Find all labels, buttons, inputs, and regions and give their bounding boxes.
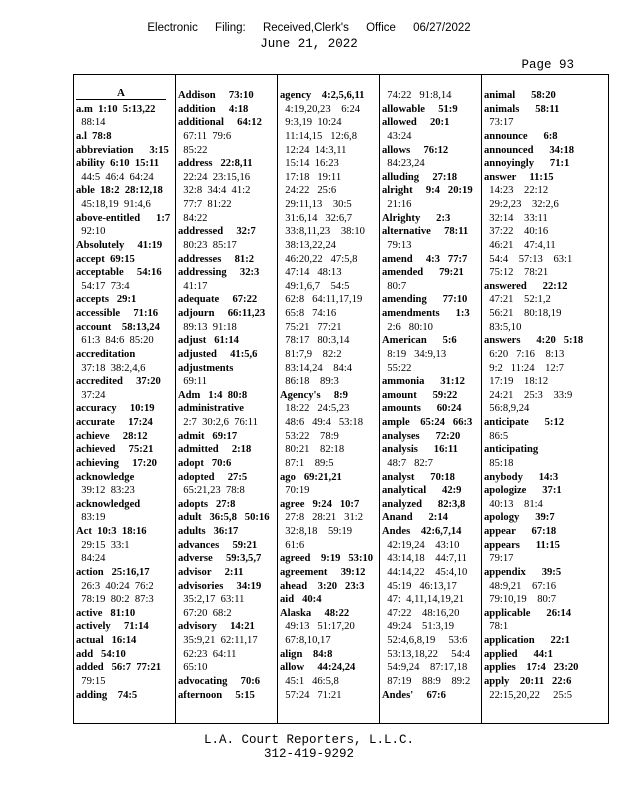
index-continuation: 8:19 34:9,13 — [382, 348, 447, 360]
column-divider — [379, 75, 380, 723]
index-continuation: 53:13,18,22 54:4 — [382, 648, 470, 660]
index-continuation: 32:8,18 59:19 — [280, 526, 353, 537]
index-term: adults 36:17 — [178, 526, 239, 537]
index-continuation: 22:15,20,22 25:5 — [484, 689, 572, 701]
index-term: amount 59:22 — [382, 389, 458, 401]
index-continuation: 54:9,24 87:17,18 — [382, 662, 468, 674]
index-continuation: 61:3 84:6 85:20 — [76, 335, 154, 347]
index-continuation: 92:10 — [76, 226, 106, 238]
index-term: addresses 81:2 — [178, 253, 255, 265]
index-term: allowed 20:1 — [382, 117, 450, 129]
index-continuation: 17:18 19:11 — [280, 171, 342, 183]
index-continuation: 83:19 — [76, 512, 106, 524]
index-continuation: 53:22 78:9 — [280, 430, 339, 442]
index-term: annoyingly 71:1 — [484, 158, 570, 170]
index-continuation: 84:22 — [178, 212, 208, 224]
index-continuation: 49:24 51:3,19 — [382, 621, 455, 633]
index-continuation: 45:19 46:13,17 — [382, 580, 457, 592]
index-continuation: 48:9,21 67:16 — [484, 580, 557, 592]
filing-electronic: Electronic — [147, 22, 198, 34]
index-continuation: 44:5 46:4 64:24 — [76, 171, 154, 183]
index-term: Alrighty 2:3 — [382, 212, 451, 224]
index-continuation: 87:1 89:5 — [280, 457, 334, 469]
index-term: addition 4:18 — [178, 103, 249, 115]
index-continuation: 45:18,19 91:4,6 — [76, 199, 151, 210]
hearing-date: June 21, 2022 — [260, 37, 358, 51]
index-term: accredited 37:20 — [76, 376, 161, 388]
index-continuation: 32:14 33:11 — [484, 212, 548, 224]
index-term: Andes' 67:6 — [382, 689, 446, 701]
index-term: agree 9:24 10:7 — [280, 498, 360, 510]
index-term: applies 17:4 23:20 — [484, 662, 579, 674]
index-term: abbreviation 3:15 — [76, 144, 169, 156]
index-term: additional 64:12 — [178, 117, 262, 129]
index-continuation: 75:21 77:21 — [280, 321, 342, 333]
index-continuation: 83:14,24 84:4 — [280, 362, 353, 374]
index-continuation: 12:24 14:3,11 — [280, 144, 347, 156]
index-continuation: 39:12 83:23 — [76, 485, 135, 497]
index-term: action 25:16,17 — [76, 566, 150, 578]
index-box — [73, 74, 609, 724]
index-term: align 84:8 — [280, 648, 333, 660]
index-term: active 81:10 — [76, 607, 136, 619]
index-term: ammonia 31:12 — [382, 376, 465, 388]
index-column-3 — [280, 75, 376, 723]
index-continuation: 43:14,18 44:7,11 — [382, 553, 467, 565]
index-term: answered 22:12 — [484, 280, 568, 292]
index-continuation: 37:18 38:2,4,6 — [76, 362, 146, 374]
index-term: applied 44:1 — [484, 648, 553, 660]
index-term: appear 67:18 — [484, 526, 557, 537]
column-divider — [481, 75, 482, 723]
index-continuation: 47:21 52:1,2 — [484, 294, 551, 306]
index-term: adding 74:5 — [76, 689, 138, 701]
index-continuation: 9:3,19 10:24 — [280, 117, 342, 129]
index-term: answer 11:15 — [484, 171, 554, 183]
index-continuation: 44:14,22 45:4,10 — [382, 566, 468, 578]
index-term: apology 39:7 — [484, 512, 555, 524]
index-term: adopt 70:6 — [178, 457, 232, 469]
index-continuation: 84:23,24 — [382, 158, 425, 170]
index-continuation: 65:21,23 78:8 — [178, 485, 245, 497]
index-continuation: 79:10,19 80:7 — [484, 594, 557, 606]
index-term: announced 34:18 — [484, 144, 575, 156]
index-continuation: 74:22 91:8,14 — [382, 90, 452, 101]
page-number: Page 93 — [521, 58, 574, 72]
index-continuation: 78:1 — [484, 621, 509, 633]
index-continuation: 85:22 — [178, 144, 208, 156]
index-continuation: 79:15 — [76, 675, 106, 687]
index-continuation: 2:7 30:2,6 76:11 — [178, 417, 258, 428]
index-continuation: 67:11 79:6 — [178, 130, 232, 142]
index-term: answers 4:20 5:18 — [484, 335, 584, 347]
index-continuation: 89:13 91:18 — [178, 321, 237, 333]
index-term: accuracy 10:19 — [76, 403, 155, 415]
index-term: amounts 60:24 — [382, 403, 462, 415]
index-continuation: 6:20 7:16 8:13 — [484, 348, 565, 360]
index-continuation: 85:18 — [484, 457, 514, 469]
index-term: analyst 70:18 — [382, 471, 455, 483]
index-term: Andes 42:6,7,14 — [382, 526, 462, 537]
index-continuation: 4:19,20,23 6:24 — [280, 103, 361, 115]
index-continuation: 52:4,6,8,19 53:6 — [382, 635, 468, 646]
index-term: anybody 14:3 — [484, 471, 559, 483]
index-term: Alaska 48:22 — [280, 607, 350, 619]
index-term: accept 69:15 — [76, 253, 135, 265]
index-continuation: 32:8 34:4 41:2 — [178, 185, 251, 197]
index-term: apply 20:11 22:6 — [484, 675, 572, 687]
index-term: ability 6:10 15:11 — [76, 158, 159, 170]
filing-stamp — [0, 22, 618, 34]
index-term: accurate 17:24 — [76, 417, 153, 428]
index-term: acceptable 54:16 — [76, 267, 162, 279]
index-term: analyses 72:20 — [382, 430, 461, 442]
index-term: allows 76:12 — [382, 144, 449, 156]
index-continuation: 55:22 — [382, 362, 412, 374]
index-term: Anand 2:14 — [382, 512, 448, 524]
index-continuation: 86:5 — [484, 430, 509, 442]
index-term: actively 71:14 — [76, 621, 149, 633]
index-continuation: 22:24 23:15,16 — [178, 171, 251, 183]
index-term: Absolutely 41:19 — [76, 239, 163, 251]
index-term: ahead 3:20 23:3 — [280, 580, 365, 592]
index-continuation: 47:22 48:16,20 — [382, 607, 460, 619]
index-term: animals 58:11 — [484, 103, 560, 115]
index-term: achieved 75:21 — [76, 444, 154, 456]
index-continuation: 33:8,11,23 38:10 — [280, 226, 365, 238]
index-term: a.l 78:8 — [76, 130, 112, 142]
filing-received: Received,Clerk's — [262, 22, 349, 34]
index-continuation: 26:3 40:24 76:2 — [76, 580, 154, 592]
index-continuation: 65:10 — [178, 662, 208, 674]
index-continuation: 29:11,13 30:5 — [280, 199, 352, 210]
index-term: agency 4:2,5,6,11 — [280, 90, 365, 101]
index-continuation: 48:6 49:4 53:18 — [280, 417, 363, 428]
index-continuation: 43:24 — [382, 130, 412, 142]
section-letter: A — [76, 88, 166, 100]
index-continuation: 9:2 11:24 12:7 — [484, 362, 564, 374]
index-term: anticipating — [484, 444, 539, 456]
footer-phone: 312-419-9292 — [263, 747, 354, 761]
index-term: achieving 17:20 — [76, 457, 157, 469]
index-continuation: 57:24 71:21 — [280, 689, 342, 701]
index-continuation: 87:19 88:9 89:2 — [382, 675, 471, 687]
index-term: adjust 61:14 — [178, 335, 239, 347]
filing-date: 06/27/2022 — [413, 22, 471, 34]
index-continuation: 73:17 — [484, 117, 514, 129]
index-continuation: 49:13 51:17,20 — [280, 621, 355, 633]
index-continuation: 62:8 64:11,17,19 — [280, 294, 363, 306]
column-divider — [277, 75, 278, 723]
index-continuation: 67:8,10,17 — [280, 635, 331, 646]
index-continuation: 41:17 — [178, 280, 208, 292]
index-continuation: 69:11 — [178, 376, 208, 388]
index-term: Adm 1:4 80:8 — [178, 389, 248, 401]
index-continuation: 35:9,21 62:11,17 — [178, 635, 258, 646]
index-term: advisory 14:21 — [178, 621, 255, 633]
index-term: anticipate 5:12 — [484, 417, 565, 428]
index-term: address 22:8,11 — [178, 158, 253, 170]
index-column-2 — [178, 75, 274, 723]
index-continuation: 2:6 80:10 — [382, 321, 433, 333]
index-continuation: 37:24 — [76, 389, 106, 401]
index-continuation: 38:13,22,24 — [280, 239, 336, 251]
index-continuation: 78:19 80:2 87:3 — [76, 594, 154, 606]
index-continuation: 47: 4,11,14,19,21 — [382, 594, 465, 606]
index-continuation: 62:23 64:11 — [178, 648, 237, 660]
index-continuation: 31:6,14 32:6,7 — [280, 212, 353, 224]
index-term: amended 79:21 — [382, 267, 464, 279]
index-continuation: 24:22 25:6 — [280, 185, 337, 197]
index-term: actual 16:14 — [76, 635, 137, 646]
filing-office: Office — [366, 22, 396, 34]
index-term: alluding 27:18 — [382, 171, 458, 183]
index-term: appears 11:15 — [484, 539, 560, 551]
index-term: account 58:13,24 — [76, 321, 160, 333]
index-term: able 18:2 28:12,18 — [76, 185, 163, 197]
index-term: aid 40:4 — [280, 594, 322, 606]
index-term: administrative — [178, 403, 244, 415]
index-term: Addison 73:10 — [178, 90, 254, 101]
index-term: announce 6:8 — [484, 130, 558, 142]
index-term: advocating 70:6 — [178, 675, 261, 687]
index-continuation: 70:19 — [280, 485, 310, 497]
index-term: adjustments — [178, 362, 234, 374]
index-continuation: 49:1,6,7 54:5 — [280, 280, 350, 292]
index-continuation: 46:20,22 47:5,8 — [280, 253, 358, 265]
index-term: add 54:10 — [76, 648, 126, 660]
index-continuation: 80:23 85:17 — [178, 239, 237, 251]
index-continuation: 18:22 24:5,23 — [280, 403, 350, 415]
index-term: analyzed 82:3,8 — [382, 498, 466, 510]
index-term: advances 59:21 — [178, 539, 258, 551]
index-column-5 — [484, 75, 602, 723]
index-term: a.m 1:10 5:13,22 — [76, 103, 156, 115]
column-divider — [175, 75, 176, 723]
index-continuation: 11:14,15 12:6,8 — [280, 130, 358, 142]
index-term: Act 10:3 18:16 — [76, 526, 147, 537]
index-term: acknowledge — [76, 471, 135, 483]
index-term: amend 4:3 77:7 — [382, 253, 468, 265]
index-continuation: 29:2,23 32:2,6 — [484, 199, 559, 210]
index-continuation: 21:16 — [382, 199, 412, 210]
filing-label: Filing: — [215, 22, 246, 34]
index-term: ago 69:21,21 — [280, 471, 342, 483]
index-continuation: 65:8 74:16 — [280, 308, 337, 319]
index-term: Agency's 8:9 — [280, 389, 348, 401]
index-term: adopted 27:5 — [178, 471, 248, 483]
index-continuation: 67:20 68:2 — [178, 607, 232, 619]
index-term: apologize 37:1 — [484, 485, 562, 497]
index-term: achieve 28:12 — [76, 430, 148, 442]
index-term: admit 69:17 — [178, 430, 238, 442]
index-continuation: 79:17 — [484, 553, 514, 565]
index-term: adjusted 41:5,6 — [178, 348, 258, 360]
index-continuation: 35:2,17 63:11 — [178, 594, 245, 606]
index-continuation: 86:18 89:3 — [280, 376, 339, 388]
index-continuation: 47:14 48:13 — [280, 267, 342, 279]
index-term: agreement 39:12 — [280, 566, 366, 578]
index-term: agreed 9:19 53:10 — [280, 553, 374, 565]
index-continuation: 48:7 82:7 — [382, 457, 433, 469]
index-continuation: 40:13 81:4 — [484, 498, 543, 510]
index-term: amending 77:10 — [382, 294, 468, 306]
index-term: afternoon 5:15 — [178, 689, 255, 701]
index-term: appendix 39:5 — [484, 566, 562, 578]
index-term: American 5:6 — [382, 335, 457, 347]
index-term: amendments 1:3 — [382, 308, 470, 319]
index-continuation: 81:7,9 82:2 — [280, 348, 342, 360]
index-continuation: 75:12 78:21 — [484, 267, 549, 279]
index-continuation: 84:24 — [76, 553, 106, 565]
index-term: advisor 2:11 — [178, 566, 244, 578]
index-continuation: 61:6 — [280, 539, 305, 551]
index-term: accessible 71:16 — [76, 308, 159, 319]
index-continuation: 14:23 22:12 — [484, 185, 549, 197]
index-term: allow 44:24,24 — [280, 662, 356, 674]
index-term: adopts 27:8 — [178, 498, 236, 510]
index-term: addressing 32:3 — [178, 267, 260, 279]
index-continuation: 17:19 18:12 — [484, 376, 549, 388]
index-column-4 — [382, 75, 478, 723]
index-term: ample 65:24 66:3 — [382, 417, 473, 428]
index-term: alright 9:4 20:19 — [382, 185, 473, 197]
index-term: adverse 59:3,5,7 — [178, 553, 262, 565]
index-term: adequate 67:22 — [178, 294, 258, 306]
index-continuation: 88:14 — [76, 117, 106, 129]
index-continuation: 54:17 73:4 — [76, 280, 130, 292]
index-term: alternative 78:11 — [382, 226, 469, 238]
index-continuation: 77:7 81:22 — [178, 199, 232, 210]
index-continuation: 15:14 16:23 — [280, 158, 339, 170]
index-term: admitted 2:18 — [178, 444, 252, 456]
index-term: applicable 26:14 — [484, 607, 572, 619]
index-continuation: 78:17 80:3,14 — [280, 335, 350, 347]
index-continuation: 37:22 40:16 — [484, 226, 549, 238]
index-term: adjourn 66:11,23 — [178, 308, 266, 319]
index-term: advisories 34:19 — [178, 580, 262, 592]
index-continuation: 24:21 25:3 33:9 — [484, 389, 573, 401]
index-continuation: 45:1 46:5,8 — [280, 675, 339, 687]
index-continuation: 27:8 28:21 31:2 — [280, 512, 363, 524]
index-term: above-entitled 1:7 — [76, 212, 171, 224]
index-continuation: 46:21 47:4,11 — [484, 239, 556, 251]
index-continuation: 79:13 — [382, 239, 412, 251]
index-continuation: 80:21 82:18 — [280, 444, 345, 456]
index-term: acknowledged — [76, 498, 141, 510]
index-term: addressed 32:7 — [178, 226, 256, 238]
index-term: analysis 16:11 — [382, 444, 458, 456]
index-term: allowable 51:9 — [382, 103, 458, 115]
footer-reporter: L.A. Court Reporters, L.L.C. — [203, 733, 415, 747]
index-term: accepts 29:1 — [76, 294, 137, 306]
index-term: accreditation — [76, 348, 136, 360]
index-term: adult 36:5,8 50:16 — [178, 512, 270, 524]
index-continuation: 56:21 80:18,19 — [484, 308, 562, 319]
index-term: analytical 42:9 — [382, 485, 462, 497]
index-continuation: 42:19,24 43:10 — [382, 539, 460, 551]
index-continuation: 80:7 — [382, 280, 407, 292]
index-continuation: 83:5,10 — [484, 321, 522, 333]
index-continuation: 56:8,9,24 — [484, 403, 530, 415]
index-term: application 22:1 — [484, 635, 570, 646]
index-column-1 — [76, 75, 172, 723]
index-continuation: 54:4 57:13 63:1 — [484, 253, 573, 265]
index-continuation: 29:15 33:1 — [76, 539, 130, 551]
index-term: animal 58:20 — [484, 90, 556, 101]
index-term: added 56:7 77:21 — [76, 662, 162, 674]
